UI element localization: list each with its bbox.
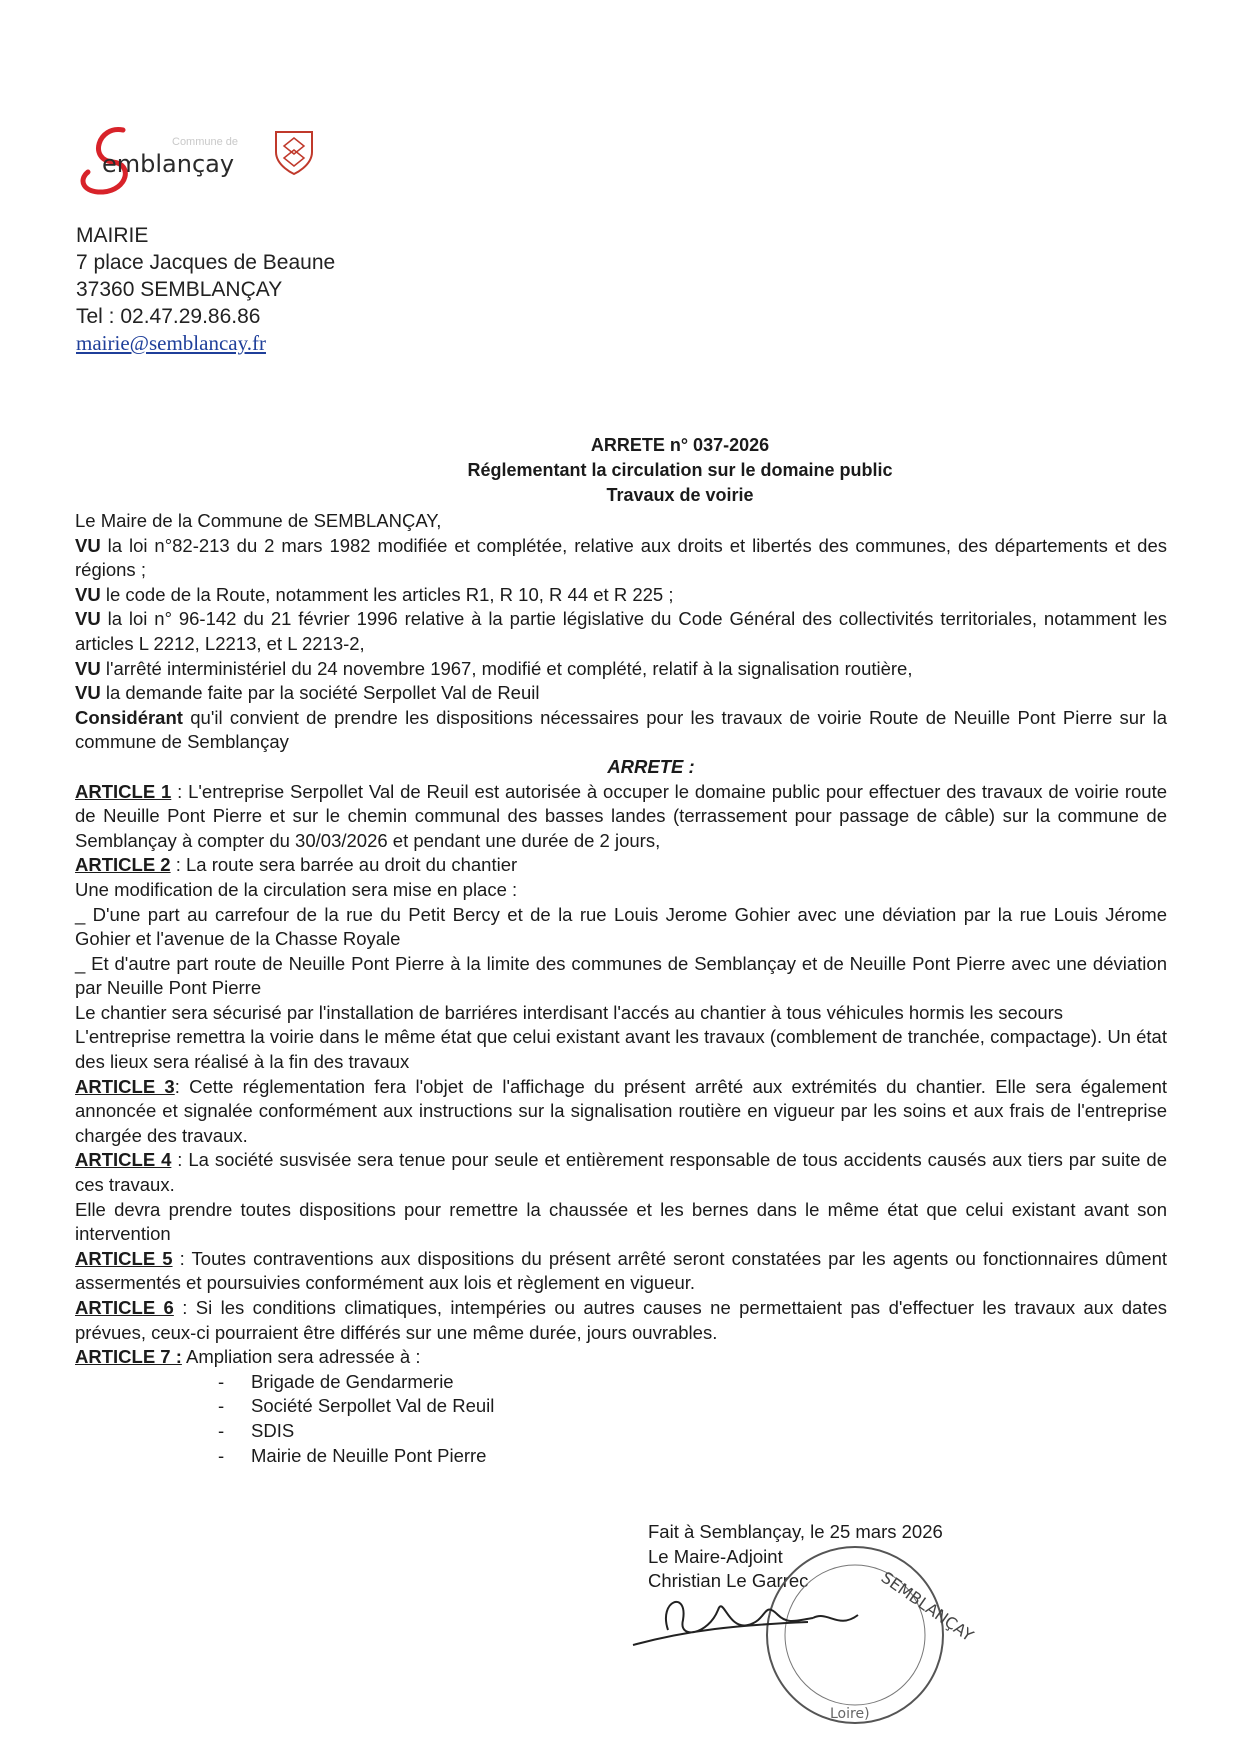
signature-place-date: Fait à Semblançay, le 25 mars 2026 bbox=[648, 1521, 943, 1542]
stamp-text: Loire) bbox=[830, 1706, 870, 1722]
article-2-line: Une modification de la circulation sera mise en place : bbox=[75, 878, 518, 900]
logo-name: emblançay bbox=[102, 150, 235, 178]
address-block bbox=[76, 222, 335, 357]
address-line: Tel : 02.47.29.86.86 bbox=[76, 305, 261, 328]
logo-small-text: Commune de bbox=[172, 136, 239, 148]
email-link[interactable]: mairie@semblancay.fr bbox=[76, 331, 266, 355]
article-5: ARTICLE 5 : Toutes contraventions aux dispositions du présent arrêté seront constatées par les agents ou fonctionnaires dûment assermentés et poursuivies conformément aux lois et règlement en vigueur. bbox=[75, 1247, 1168, 1294]
document-titles bbox=[0, 433, 1240, 508]
document-body bbox=[75, 509, 1167, 1468]
list-item: - SDIS bbox=[218, 1419, 295, 1441]
arrete-number: ARRETE n° 037-2026 bbox=[590, 435, 770, 455]
article-3: ARTICLE 3: Cette réglementation fera l'objet de l'affichage du présent arrêté aux extrémités du chantier. Elle sera également annoncée et signalée conformément aux instructions sur la signalisation routière en vigueur par les soins et aux frais de l'entreprise chargée des travaux. bbox=[75, 1075, 1168, 1146]
article-2-line: _ D'une part au carrefour de la rue du Petit Bercy et de la rue Louis Jerome Gohier avec une déviation par la rue Louis Jérome Gohier et l'avenue de la Chasse Royale bbox=[75, 903, 1167, 950]
article-2-line: L'entreprise remettra la voirie dans le même état que celui existant avant les travaux (comblement de tranchée, compactage). Un état des lieux sera réalisé à la fin des travaux bbox=[75, 1026, 1167, 1073]
address-line: 37360 SEMBLANÇAY bbox=[76, 278, 283, 301]
article-4-line: Elle devra prendre toutes dispositions pour remettre la chaussée et les bernes dans le même état que celui existant avant son intervention bbox=[75, 1198, 1167, 1245]
list-item: - Mairie de Neuille Pont Pierre bbox=[218, 1444, 487, 1466]
considerant-paragraph: Considérant qu'il convient de prendre les dispositions nécessaires pour les travaux de voirie Route de Neuille Pont Pierre sur la commune de Semblançay bbox=[75, 706, 1167, 753]
vu-paragraph: VU la loi n°82-213 du 2 mars 1982 modifiée et complétée, relative aux droits et libertés des communes, des départements et des régions ; bbox=[75, 534, 1167, 581]
arrete-category: Travaux de voirie bbox=[606, 485, 754, 505]
vu-paragraph: VU la loi n° 96-142 du 21 février 1996 relative à la partie législative du Code Général des collectivités territoriales, notamment les articles L 2212, L2213, et L 2213-2, bbox=[75, 608, 1167, 654]
signature-name: Christian Le Garrec bbox=[648, 1570, 809, 1592]
stamp-text: SEMBLANÇAY bbox=[877, 1567, 977, 1646]
signature-role: Le Maire-Adjoint bbox=[648, 1545, 783, 1567]
vu-paragraph: VU la demande faite par la société Serpollet Val de Reuil bbox=[75, 682, 540, 704]
article-2-line: _ Et d'autre part route de Neuille Pont Pierre à la limite des communes de Semblançay et de Neuille Pont Pierre avec une déviation par Neuille Pont Pierre bbox=[75, 952, 1167, 999]
list-item: - Société Serpollet Val de Reuil bbox=[218, 1395, 495, 1417]
article-2: ARTICLE 2 : La route sera barrée au droit du chantier bbox=[75, 854, 518, 876]
article-6: ARTICLE 6 : Si les conditions climatiques, intempéries ou autres causes ne permettaient pas d'effectuer les travaux aux dates prévues, ceux-ci pourraient être différés sur une même durée, jours ouvrables. bbox=[75, 1297, 1167, 1343]
list-item: - Brigade de Gendarmerie bbox=[218, 1370, 454, 1392]
article-7: ARTICLE 7 : Ampliation sera adressée à : bbox=[75, 1346, 421, 1368]
handwritten-signature bbox=[628, 1570, 928, 1660]
arrete-subject: Réglementant la circulation sur le domaine public bbox=[467, 460, 893, 480]
vu-paragraph: VU le code de la Route, notamment les articles R1, R 10, R 44 et R 225 ; bbox=[75, 583, 674, 605]
vu-paragraph: VU l'arrêté interministériel du 24 novembre 1967, modifié et complété, relatif à la signalisation routière, bbox=[75, 657, 913, 679]
article-2-line: Le chantier sera sécurisé par l'installation de barriéres interdisant l'accés au chantier à tous véhicules hormis les secours bbox=[75, 1001, 1064, 1023]
ampliation-list bbox=[75, 1370, 1167, 1468]
article-4: ARTICLE 4 : La société susvisée sera tenue pour seule et entièrement responsable de tous accidents causés aux tiers par suite de ces travaux. bbox=[75, 1149, 1167, 1196]
arrete-heading: ARRETE : bbox=[607, 755, 695, 777]
article-1: ARTICLE 1 : L'entreprise Serpollet Val de Reuil est autorisée à occuper le domaine public pour effectuer des travaux de voirie route de Neuille Pont Pierre et sur le chemin communal des basses landes (terrassement pour passage de câble) sur la commune de Semblançay à compter du 30/03/2026 et pendant une durée de 2 jours, bbox=[75, 780, 1168, 851]
address-line: MAIRIE bbox=[76, 224, 149, 247]
address-line: 7 place Jacques de Beaune bbox=[76, 251, 336, 274]
intro-line: Le Maire de la Commune de SEMBLANÇAY, bbox=[75, 510, 442, 531]
